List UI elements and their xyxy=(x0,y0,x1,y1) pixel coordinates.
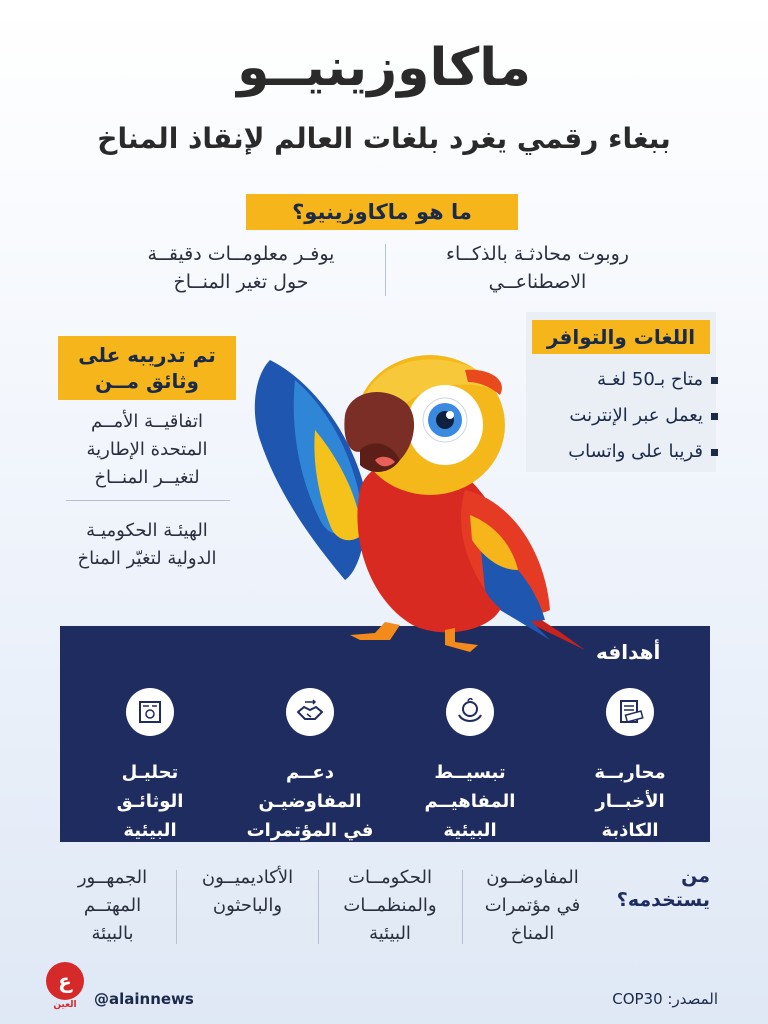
goals-title: أهدافه xyxy=(596,640,661,664)
text-line: المفاوضــون xyxy=(486,867,579,888)
handshake-icon xyxy=(286,688,334,736)
alain-logo: ع xyxy=(46,962,84,1000)
document-analysis-icon xyxy=(126,688,174,736)
divider xyxy=(66,500,230,501)
training-source-unfccc xyxy=(58,408,236,492)
what-is-info-text xyxy=(110,240,372,296)
languages-label: اللغات والتوافر xyxy=(532,320,710,354)
text-line: والباحثون xyxy=(212,895,283,916)
user-governments xyxy=(325,864,455,948)
what-is-label: ما هو ماكاوزينيو؟ xyxy=(246,194,518,230)
users-title xyxy=(600,864,710,912)
text-line: دعــم xyxy=(286,762,334,783)
text-line: المناخ xyxy=(510,923,555,944)
social-handle: @alainnews xyxy=(94,990,194,1008)
text-line: الحكومــات xyxy=(348,867,432,888)
user-public xyxy=(55,864,170,948)
alain-logo-text: العين xyxy=(53,1000,77,1010)
text-line: من xyxy=(681,865,710,887)
globe-hands-icon xyxy=(446,688,494,736)
bullet-icon xyxy=(711,449,718,456)
bullet-icon xyxy=(711,413,718,420)
text-line: روبوت محادثـة بالذكــاء xyxy=(446,243,629,265)
text-line: لتغيــر المنــاخ xyxy=(94,467,200,488)
text-line: الاصطناعــي xyxy=(488,271,587,293)
text-line: الكاذبة xyxy=(601,820,659,841)
divider xyxy=(462,870,463,944)
text-line: الأكاديميــون xyxy=(201,867,294,888)
list-item-text: متاح بـ50 لغـة xyxy=(597,369,703,390)
text-line: الدولية لتغيّر المناخ xyxy=(77,548,217,569)
fake-news-icon xyxy=(606,688,654,736)
text-line: تبسيــط xyxy=(434,762,506,783)
source-credit: المصدر: COP30 xyxy=(612,990,718,1008)
main-title: ماكاوزينيــو xyxy=(237,38,531,98)
divider xyxy=(385,244,386,296)
list-item-text: يعمل عبر الإنترنت xyxy=(569,405,703,426)
text-line: بالبيئة xyxy=(91,923,134,944)
divider xyxy=(176,870,177,944)
text-line: وثائق مــن xyxy=(94,369,199,393)
text-line: المفاوضيـن xyxy=(258,791,362,812)
goal-support-negotiators xyxy=(235,688,385,845)
text-line: الوثائـق xyxy=(116,791,184,812)
text-line: الهيئـة الحكوميـة xyxy=(86,520,208,541)
user-negotiators xyxy=(470,864,595,948)
subtitle: ببغاء رقمي يغرد بلغات العالم لإنقاذ المناخ xyxy=(97,122,671,155)
what-is-chatbot-text xyxy=(405,240,670,296)
list-item-text: قريبا على واتساب xyxy=(568,441,703,462)
divider xyxy=(318,870,319,944)
text-line: محاربــة xyxy=(594,762,666,783)
text-line: الجمهــور xyxy=(77,867,148,888)
text-line: المفاهيــم xyxy=(424,791,516,812)
text-line: والمنظمــات xyxy=(343,895,437,916)
text-line: يوفـر معلومــات دقيقــة xyxy=(147,243,335,265)
bullet-icon xyxy=(711,377,718,384)
parrot-illustration xyxy=(250,340,590,660)
text-line: الأخبــار xyxy=(595,791,665,812)
text-line: يستخدمه؟ xyxy=(616,889,710,911)
text-line: المتحدة الإطارية xyxy=(86,439,208,460)
text-line: البيئية xyxy=(369,923,411,944)
training-source-ipcc xyxy=(58,517,236,573)
goal-fight-fake-news xyxy=(555,688,705,845)
training-label xyxy=(58,336,236,400)
user-academics xyxy=(185,864,310,920)
text-line: اتفاقيــة الأمــم xyxy=(91,411,203,432)
text-line: تحليـل xyxy=(121,762,179,783)
text-line: البيئية xyxy=(443,820,497,841)
text-line: في مؤتمرات xyxy=(484,895,581,916)
text-line: حول تغير المنــاخ xyxy=(173,271,309,293)
goal-analyze-documents xyxy=(75,688,225,845)
text-line: في المؤتمرات xyxy=(246,820,374,841)
text-line: المهتــم xyxy=(83,895,142,916)
text-line: تم تدريبه على xyxy=(78,343,216,367)
goal-simplify-concepts xyxy=(395,688,545,845)
text-line: البيئية xyxy=(123,820,177,841)
